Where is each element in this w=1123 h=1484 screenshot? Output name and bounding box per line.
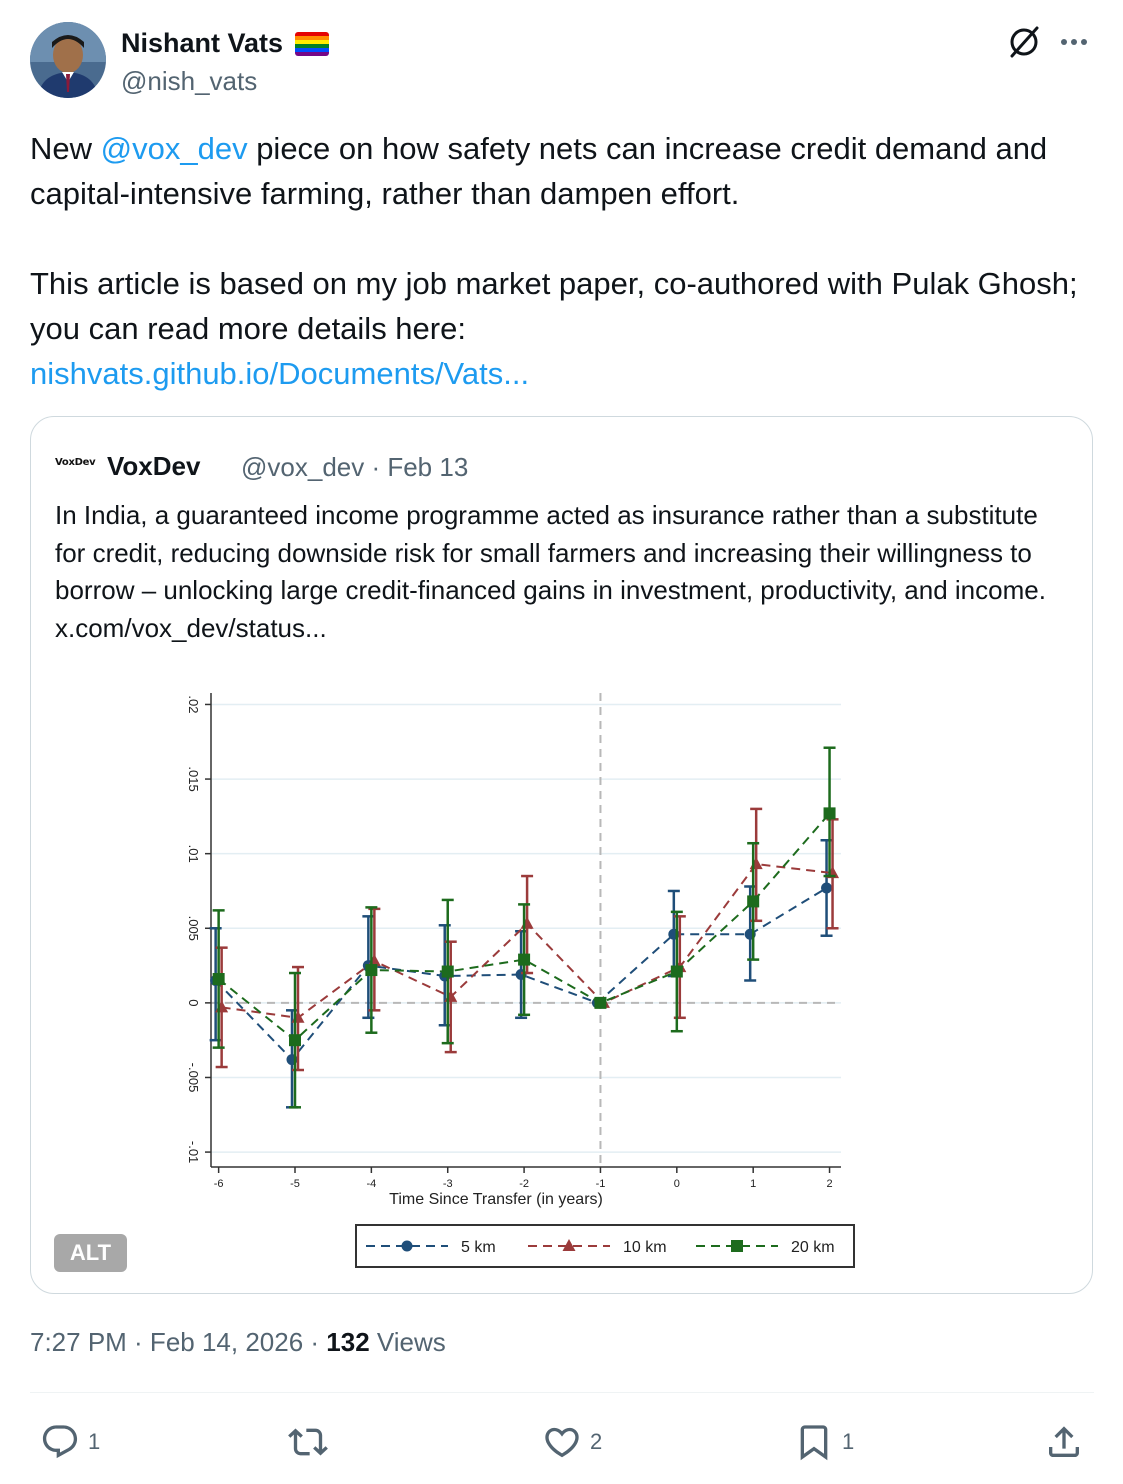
repost-icon bbox=[288, 1422, 328, 1462]
y-tick-label: .005 bbox=[186, 915, 201, 941]
quoted-author-name[interactable]: VoxDev bbox=[107, 451, 201, 481]
x-tick-label: -5 bbox=[290, 1178, 300, 1190]
action-bar bbox=[30, 1412, 1094, 1472]
more-icon[interactable] bbox=[1054, 26, 1094, 58]
tweet-header bbox=[30, 22, 1094, 100]
quoted-author-meta: @vox_dev · Feb 13 bbox=[241, 452, 469, 482]
reply-count: 1 bbox=[88, 1429, 101, 1454]
x-tick-label: 1 bbox=[750, 1178, 757, 1190]
tweet-timestamp bbox=[30, 1327, 446, 1358]
like-count: 2 bbox=[590, 1429, 603, 1454]
views-count: 132 bbox=[326, 1327, 370, 1357]
data-point bbox=[750, 857, 763, 869]
y-tick-label: -.01 bbox=[186, 1140, 201, 1164]
data-point bbox=[594, 997, 606, 1009]
like-icon bbox=[542, 1422, 582, 1462]
legend-label: 5 km bbox=[461, 1239, 496, 1256]
tweet-text-segment: New bbox=[30, 131, 101, 166]
author-name[interactable]: Nishant Vats bbox=[121, 28, 284, 58]
like-button[interactable] bbox=[542, 1412, 602, 1472]
legend-marker bbox=[731, 1240, 743, 1252]
legend-label: 20 km bbox=[791, 1239, 835, 1256]
share-button[interactable] bbox=[1044, 1412, 1084, 1472]
alt-badge[interactable]: ALT bbox=[54, 1234, 127, 1272]
tweet-text-segment: piece on how safety nets can increase credit demand and capital-intensive farming, rather than dampen effort. bbox=[30, 131, 1048, 211]
bookmark-button[interactable] bbox=[794, 1412, 854, 1472]
bookmark-count: 1 bbox=[842, 1429, 855, 1454]
data-point bbox=[292, 1011, 305, 1023]
x-tick-label: -6 bbox=[213, 1178, 224, 1190]
x-tick-label: -3 bbox=[442, 1178, 453, 1190]
data-point bbox=[747, 895, 759, 907]
x-tick-label: 0 bbox=[673, 1178, 680, 1190]
data-point bbox=[821, 882, 832, 893]
data-point bbox=[213, 973, 225, 985]
data-point bbox=[824, 807, 836, 819]
avatar[interactable] bbox=[30, 22, 106, 98]
legend-marker bbox=[402, 1241, 413, 1252]
bookmark-icon bbox=[794, 1422, 834, 1462]
share-icon bbox=[1044, 1422, 1084, 1462]
x-axis-label: Time Since Transfer (in years) bbox=[389, 1191, 603, 1208]
event-study-chart bbox=[151, 687, 871, 1277]
timestamp-text[interactable]: 7:27 PM · Feb 14, 2026 · bbox=[30, 1327, 327, 1357]
data-point bbox=[289, 1034, 301, 1046]
tweet-paragraph-2: This article is based on my job market paper, co-authored with Pulak Ghosh; you can read more details here: bbox=[30, 266, 1078, 346]
x-tick-label: -1 bbox=[595, 1178, 606, 1190]
quoted-tweet[interactable] bbox=[30, 416, 1093, 1294]
y-tick-label: .015 bbox=[186, 766, 201, 792]
x-tick-label: -4 bbox=[366, 1178, 377, 1190]
views-label: Views bbox=[369, 1327, 446, 1357]
grok-icon[interactable] bbox=[1006, 24, 1042, 60]
y-tick-label: 0 bbox=[186, 999, 201, 1007]
tweet-text bbox=[30, 126, 1094, 396]
data-point bbox=[671, 966, 683, 978]
repost-button[interactable] bbox=[288, 1412, 336, 1472]
data-point bbox=[442, 966, 454, 978]
divider bbox=[30, 1392, 1094, 1393]
reply-icon bbox=[40, 1422, 80, 1462]
x-tick-label: 2 bbox=[826, 1178, 833, 1190]
rainbow-flag-icon bbox=[295, 32, 329, 56]
data-point bbox=[365, 964, 377, 976]
data-point bbox=[521, 917, 534, 929]
y-tick-label: .01 bbox=[186, 844, 201, 863]
reply-button[interactable] bbox=[40, 1412, 100, 1472]
y-tick-label: .02 bbox=[186, 695, 201, 714]
tweet-paragraph-1 bbox=[30, 126, 1094, 216]
mention-link[interactable]: @vox_dev bbox=[100, 131, 248, 166]
author-handle[interactable]: @nish_vats bbox=[121, 66, 258, 96]
article-link[interactable]: nishvats.github.io/Documents/Vats... bbox=[30, 356, 530, 391]
x-tick-label: -2 bbox=[519, 1178, 529, 1190]
y-tick-label: -.005 bbox=[186, 1062, 201, 1093]
voxdev-logo: VoxDev bbox=[55, 457, 96, 468]
quoted-tweet-text: In India, a guaranteed income programme acted as insurance rather than a substitute for credit, reducing downside risk for small farmers and increasing their willingness to borrow – unlocking large credit-financed gains in investment, productivity, and income. x.com/vox_dev/status... bbox=[55, 500, 1046, 643]
data-point bbox=[518, 954, 530, 966]
legend-label: 10 km bbox=[623, 1239, 667, 1256]
